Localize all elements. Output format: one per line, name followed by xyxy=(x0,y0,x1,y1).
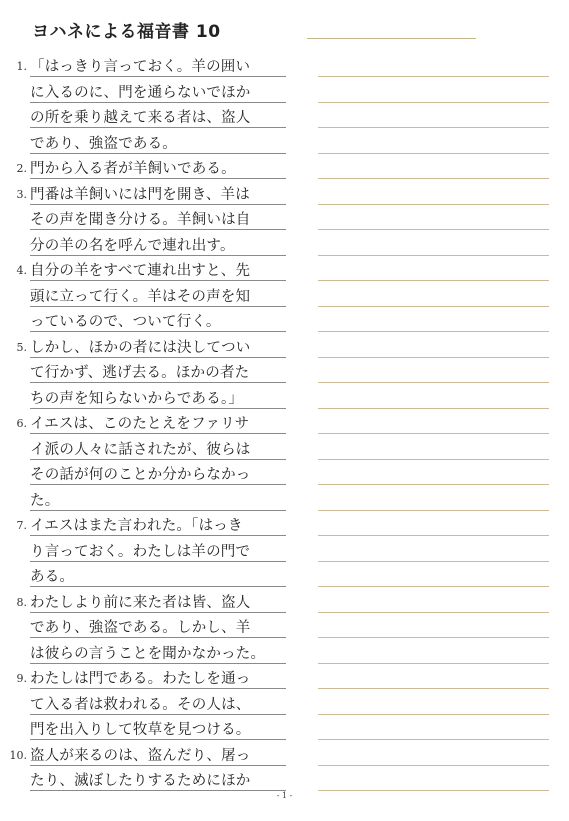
verse-number: 1. xyxy=(16,60,27,73)
verse-number: 7. xyxy=(16,519,27,532)
verse-line xyxy=(0,562,290,588)
verse-line xyxy=(0,409,290,435)
verse-line xyxy=(0,256,290,282)
writing-line[interactable] xyxy=(318,562,549,588)
writing-line[interactable] xyxy=(318,435,549,461)
writing-line[interactable] xyxy=(318,690,549,716)
verse-line xyxy=(0,129,290,155)
writing-practice-column xyxy=(318,52,549,792)
verse-line xyxy=(0,333,290,359)
title-writing-line xyxy=(307,38,476,39)
verse-text: り言っておく。わたしは羊の門で xyxy=(30,543,251,560)
writing-line[interactable] xyxy=(318,154,549,180)
verse-line xyxy=(0,78,290,104)
verse-text: であり、強盗である。しかし、羊 xyxy=(30,620,251,636)
verse-text: イエスはまた言われた。「はっき xyxy=(30,518,243,534)
writing-line[interactable] xyxy=(318,588,549,614)
writing-line[interactable] xyxy=(318,715,549,741)
scripture-text-column xyxy=(0,52,290,792)
writing-line[interactable] xyxy=(318,129,549,155)
verse-number: 8. xyxy=(16,595,27,609)
verse-number: 4. xyxy=(16,264,27,277)
verse-line xyxy=(0,511,290,537)
verse-text: わたしより前に来た者は皆、盗人 xyxy=(30,594,251,611)
verse-text: ある。 xyxy=(30,569,75,585)
verse-text: の所を乗り越えて来る者は、盗人 xyxy=(30,110,251,126)
writing-line[interactable] xyxy=(318,409,549,435)
verse-line xyxy=(0,180,290,206)
verse-text: わたしは門である。わたしを通っ xyxy=(30,671,251,687)
verse-line xyxy=(0,307,290,333)
verse-line xyxy=(0,52,290,78)
writing-line[interactable] xyxy=(318,537,549,563)
verse-text: 分の羊の名を呼んで連れ出す。 xyxy=(30,237,235,254)
verse-number: 10. xyxy=(9,748,27,762)
writing-line[interactable] xyxy=(318,511,549,537)
verse-line xyxy=(0,154,290,180)
verse-line xyxy=(0,358,290,384)
verse-line xyxy=(0,664,290,690)
verse-text: であり、強盗である。 xyxy=(30,135,177,152)
verse-number: 3. xyxy=(16,187,27,201)
writing-line[interactable] xyxy=(318,205,549,231)
verse-line xyxy=(0,766,290,792)
page-number: - 1 - xyxy=(276,791,293,800)
verse-text: 門から入る者が羊飼いである。 xyxy=(30,161,236,177)
writing-line[interactable] xyxy=(318,486,549,512)
page-title: ヨハネによる福音書 10 xyxy=(32,22,221,42)
verse-text: イ派の人々に話されたが、彼らは xyxy=(30,441,251,458)
verse-line xyxy=(0,435,290,461)
writing-line[interactable] xyxy=(318,52,549,78)
writing-line[interactable] xyxy=(318,103,549,129)
verse-line xyxy=(0,537,290,563)
writing-line[interactable] xyxy=(318,307,549,333)
writing-line[interactable] xyxy=(318,231,549,257)
writing-line[interactable] xyxy=(318,256,549,282)
writing-line[interactable] xyxy=(318,384,549,410)
writing-line[interactable] xyxy=(318,766,549,792)
verse-number: 2. xyxy=(16,162,27,175)
writing-line[interactable] xyxy=(318,282,549,308)
verse-text: その声を聞き分ける。羊飼いは自 xyxy=(30,212,251,228)
verse-line xyxy=(0,103,290,129)
writing-line[interactable] xyxy=(318,358,549,384)
verse-line xyxy=(0,715,290,741)
verse-text: は彼らの言うことを聞かなかった。 xyxy=(30,645,266,662)
verse-text: 頭に立って行く。羊はその声を知 xyxy=(30,288,251,305)
writing-line[interactable] xyxy=(318,664,549,690)
verse-text: て行かず、逃げ去る。ほかの者た xyxy=(30,365,250,381)
verse-line xyxy=(0,205,290,231)
verse-line xyxy=(0,282,290,308)
verse-line xyxy=(0,639,290,665)
verse-line xyxy=(0,486,290,512)
verse-text: 盗人が来るのは、盗んだり、屠っ xyxy=(30,747,251,764)
verse-line xyxy=(0,690,290,716)
verse-line xyxy=(0,231,290,257)
verse-text: て入る者は救われる。その人は、 xyxy=(30,696,251,713)
verse-line xyxy=(0,588,290,614)
verse-text: その話が何のことか分からなかっ xyxy=(30,467,251,483)
verse-text: 門を出入りして牧草を見つける。 xyxy=(30,722,251,738)
verse-text: 「はっきり言っておく。羊の囲い xyxy=(30,59,251,75)
writing-line[interactable] xyxy=(318,741,549,767)
verse-text: っているので、ついて行く。 xyxy=(30,314,221,330)
verse-line xyxy=(0,384,290,410)
verse-number: 6. xyxy=(16,417,27,430)
verse-number: 9. xyxy=(16,672,27,685)
verse-text: たり、滅ぼしたりするためにほか xyxy=(30,773,251,789)
writing-line[interactable] xyxy=(318,78,549,104)
verse-text: ちの声を知らないからである。」 xyxy=(30,390,244,407)
verse-text: 門番は羊飼いには門を開き、羊は xyxy=(30,186,250,203)
verse-text: に入るのに、門を通らないでほか xyxy=(30,84,251,101)
verse-text: しかし、ほかの者には決してつい xyxy=(30,339,251,356)
verse-number: 5. xyxy=(16,340,27,354)
verse-text: 自分の羊をすべて連れ出すと、先 xyxy=(30,263,251,279)
writing-line[interactable] xyxy=(318,333,549,359)
writing-line[interactable] xyxy=(318,180,549,206)
writing-line[interactable] xyxy=(318,460,549,486)
writing-line[interactable] xyxy=(318,613,549,639)
verse-line xyxy=(0,741,290,767)
verse-line xyxy=(0,613,290,639)
verse-line xyxy=(0,460,290,486)
verse-text: イエスは、このたとえをファリサ xyxy=(30,416,250,432)
verse-text: た。 xyxy=(30,492,60,509)
writing-line[interactable] xyxy=(318,639,549,665)
